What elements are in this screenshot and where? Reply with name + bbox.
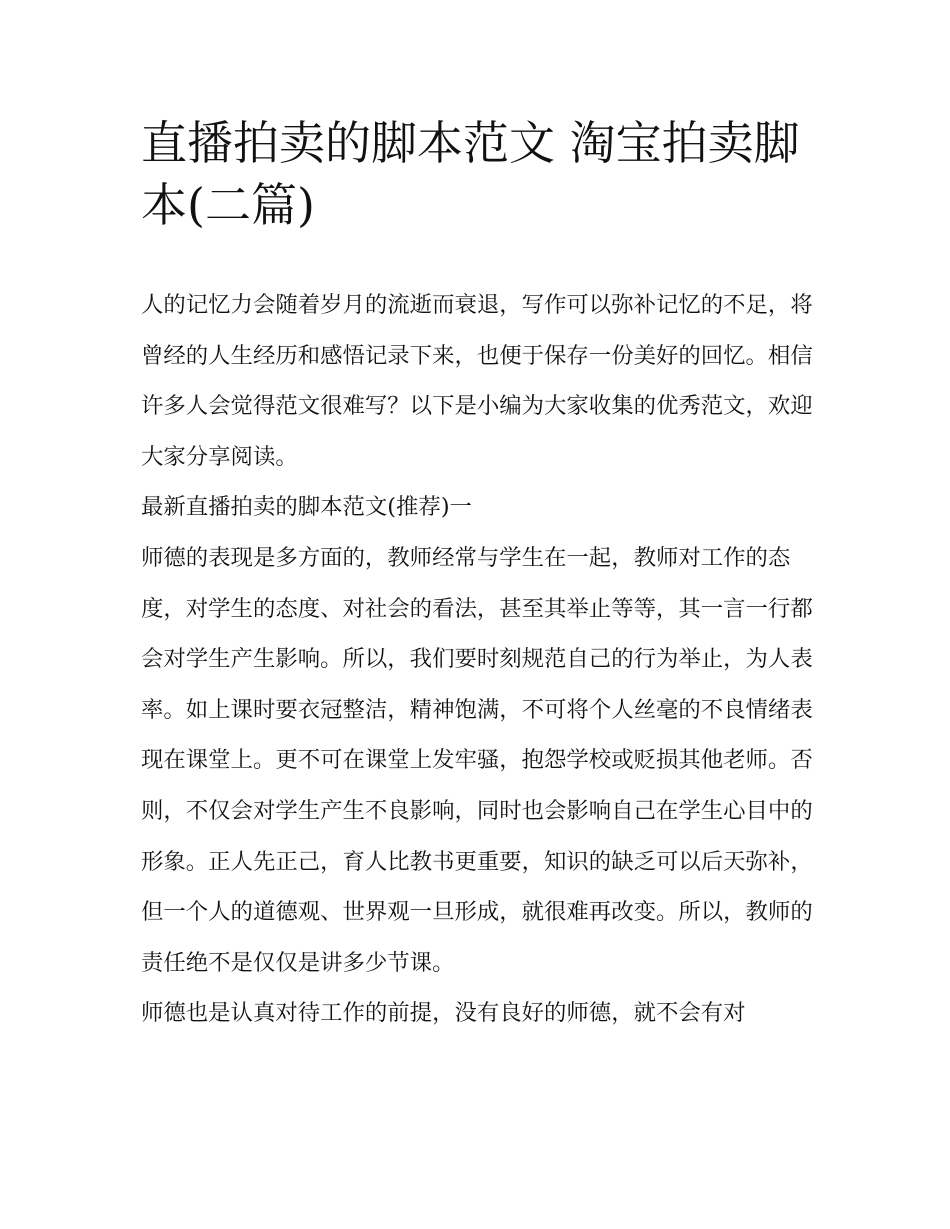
paragraph-intro: 人的记忆力会随着岁月的流逝而衰退，写作可以弥补记忆的不足，将曾经的人生经历和感悟记录下来，也便于保存一份美好的回忆。相信许多人会觉得范文很难写？以下是小编为大家收集的优秀范文，欢迎大家分享阅读。: [141, 292, 813, 470]
document-title: 直播拍卖的脚本范文 淘宝拍卖脚本(二篇): [141, 116, 800, 232]
paragraph-continued: 师德也是认真对待工作的前提，没有良好的师德，就不会有对: [141, 1000, 746, 1027]
section-heading: 最新直播拍卖的脚本范文(推荐)一: [141, 494, 472, 521]
paragraph-teacher-ethics: 师德的表现是多方面的，教师经常与学生在一起，教师对工作的态度，对学生的态度、对社会的看法，甚至其举止等等，其一言一行都会对学生产生影响。所以，我们要时刻规范自己的行为举止，为人表率。如上课时要衣冠整洁，精神饱满，不可将个人丝毫的不良情绪表现在课堂上。更不可在课堂上发牢骚，抱怨学校或贬损其他老师。否则，不仅会对学生产生不良影响，同时也会影响自己在学生心目中的形象。正人先正己，育人比教书更重要，知识的缺乏可以后天弥补，但一个人的道德观、世界观一旦形成，就很难再改变。所以，教师的责任绝不是仅仅是讲多少节课。: [141, 544, 813, 976]
document-body: [141, 280, 813, 1039]
